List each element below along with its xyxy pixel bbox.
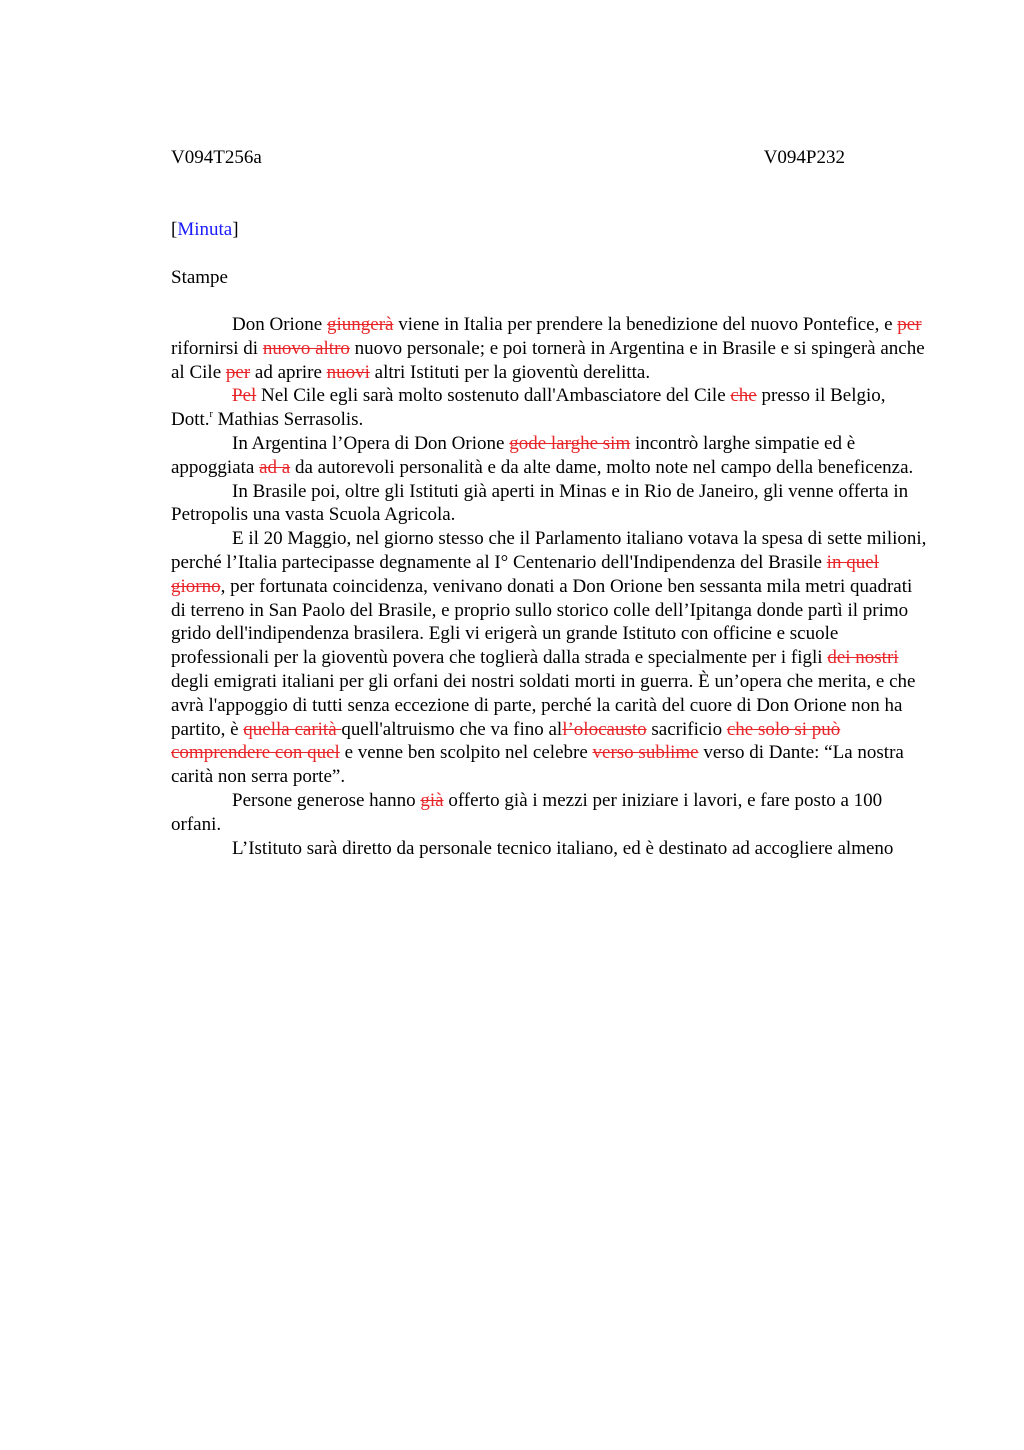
deleted-text: nuovo altro — [262, 337, 350, 359]
text-segment: E il 20 Maggio, nel giorno stesso che il Parlamento italiano votava la spesa di sette milioni, perché l’Italia partecipasse degnamente al I° Centenario dell'Indipendenza del Brasile — [171, 528, 927, 573]
deleted-text: gode larghe sim — [509, 432, 631, 454]
document-code-left: V094T256a — [171, 147, 262, 168]
paragraph — [171, 432, 931, 480]
deleted-text: in quel giorno — [171, 551, 879, 597]
paragraph — [171, 527, 931, 789]
deleted-text: nuovi — [326, 361, 370, 383]
text-segment: rifornirsi di — [171, 337, 263, 359]
deleted-text: ad a — [259, 456, 291, 478]
text-segment: In Argentina l’Opera di Don Orione — [232, 432, 510, 454]
text-segment: incontrò larghe simpatie ed è appoggiata — [171, 432, 856, 478]
deleted-text: dei nostri — [827, 647, 899, 669]
text-segment: presso il Belgio, — [756, 385, 886, 407]
deleted-text: che — [730, 385, 757, 407]
deleted-text: Pel — [232, 385, 257, 407]
text-segment: quell'altruismo che va fino al — [341, 718, 563, 740]
deleted-text: che solo si può comprendere con quel — [171, 718, 841, 764]
paragraph — [171, 837, 931, 861]
paragraph — [171, 384, 931, 432]
deleted-text: l’olocausto — [562, 718, 647, 740]
text-segment: altri Istituti per la gioventù derelitta. — [369, 361, 651, 383]
text-segment: orfani. — [171, 813, 222, 835]
text-segment: Dott. — [171, 409, 210, 431]
text-segment: Nel Cile egli sarà molto sostenuto dall'Ambasciatore del Cile — [256, 385, 731, 407]
deleted-text: giungerà — [326, 314, 394, 335]
text-segment: Persone generose hanno — [232, 789, 421, 811]
text-segment: L’Istituto sarà diretto da personale tecnico italiano, ed è destinato ad accogliere almeno — [232, 837, 894, 859]
text-segment: , per fortunata coincidenza, venivano donati a Don Orione ben sessanta mila metri quadrati di terreno in San Paolo del Brasile, e proprio sullo storico colle dell’Ipitanga donde partì il primo grido dell'indipendenza brasilera. Egli vi erigerà un grande Istituto con officine e scuole professionali per la gioventù povera che toglierà dalla strada e specialmente per i figli — [171, 575, 913, 669]
section-label: Stampe — [171, 267, 228, 288]
text-segment: e venne ben scolpito nel celebre — [339, 742, 593, 764]
text-segment: sacrificio — [646, 718, 727, 740]
text-segment: degli emigrati italiani per gli orfani dei nostri soldati morti in guerra. È un’opera che merita, e che avrà l'appoggio di tutti senza eccezione di parte, perché la carità del cuore di Don Orione non ha partito, è — [171, 670, 916, 740]
text-segment: Mathias Serrasolis. — [212, 409, 364, 431]
text-segment: In Brasile poi, oltre gli Istituti già aperti in Minas e in Rio de Janeiro, gli venne offerta in Petropolis una vasta Scuola Agricola. — [171, 480, 909, 526]
minuta-close-bracket: ] — [232, 219, 239, 240]
text-segment: ad aprire — [250, 361, 327, 383]
text-segment: nuovo personale; e poi tornerà in Argentina e in Brasile e si spingerà anche al Cile — [171, 337, 925, 383]
text-segment: viene in Italia per prendere la benedizione del nuovo Pontefice, e — [393, 314, 898, 335]
paragraph — [171, 313, 931, 384]
text-segment: verso di Dante: “La nostra carità non serra porte”. — [171, 742, 904, 788]
minuta-link[interactable]: Minuta — [177, 219, 233, 240]
deleted-text: per — [225, 361, 251, 383]
minuta-label — [171, 218, 239, 242]
deleted-text: per — [897, 314, 922, 335]
document-body — [171, 313, 931, 860]
deleted-text: verso sublime — [592, 742, 699, 764]
paragraph — [171, 480, 931, 528]
deleted-text: quella carità — [243, 718, 342, 740]
text-segment: Don Orione — [232, 314, 327, 335]
document-header — [171, 146, 845, 170]
superscript-text: r — [209, 409, 213, 421]
text-segment: da autorevoli personalità e da alte dame, molto note nel campo della beneficenza. — [290, 456, 914, 478]
paragraph — [171, 789, 931, 837]
deleted-text: già — [420, 789, 444, 811]
document-code-right: V094P232 — [763, 147, 845, 168]
minuta-open-bracket: [ — [171, 219, 178, 240]
text-segment: offerto già i mezzi per iniziare i lavori, e fare posto a 100 — [443, 789, 883, 811]
